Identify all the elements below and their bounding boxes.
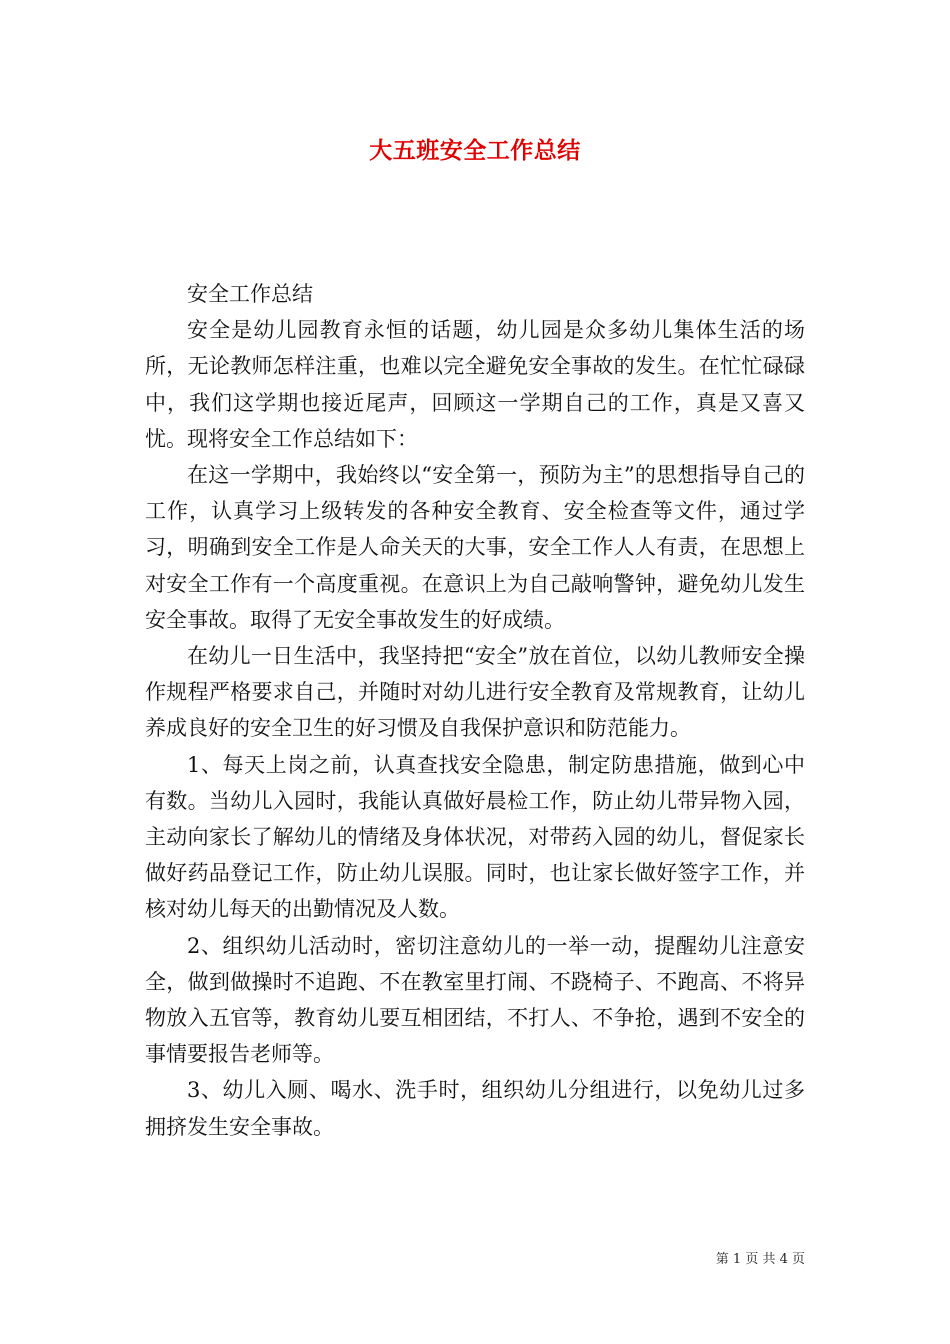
page-number: 第 1 页 共 4 页 xyxy=(715,1252,805,1267)
document-title: 大五班安全工作总结 xyxy=(369,137,581,164)
paragraph: 在这一学期中，我始终以“安全第一，预防为主”的思想指导自己的工作，认真学习上级转发的各种安全教育、安全检查等文件，通过学习，明确到安全工作是人命关天的大事，安全工作人人有责，在思想上对安全工作有一个高度重视。在意识上为自己敲响警钟，避免幼儿发生安全事故。取得了无安全事故发生的好成绩。 xyxy=(145,463,805,632)
document-body xyxy=(145,276,805,1145)
paragraph: 在幼儿一日生活中，我坚持把“安全”放在首位，以幼儿教师安全操作规程严格要求自己，并随时对幼儿进行安全教育及常规教育，让幼儿养成良好的安全卫生的好习惯及自我保护意识和防范能力。 xyxy=(145,644,805,741)
paragraph: 2、组织幼儿活动时，密切注意幼儿的一举一动，提醒幼儿注意安全，做到做操时不追跑、不在教室里打闹、不跷椅子、不跑高、不将异物放入五官等，教育幼儿要互相团结，不打人、不争抢，遇到不安全的事情要报告老师等。 xyxy=(145,933,805,1067)
paragraph-heading: 安全工作总结 xyxy=(187,282,313,306)
paragraph: 1、每天上岗之前，认真查找安全隐患，制定防患措施，做到心中有数。当幼儿入园时，我能认真做好晨检工作，防止幼儿带异物入园，主动向家长了解幼儿的情绪及身体状况，对带药入园的幼儿，督促家长做好药品登记工作，防止幼儿误服。同时，也让家长做好签字工作，并核对幼儿每天的出勤情况及人数。 xyxy=(145,752,805,922)
paragraph: 安全是幼儿园教育永恒的话题，幼儿园是众多幼儿集体生活的场所，无论教师怎样注重，也难以完全避免安全事故的发生。在忙忙碌碌中，我们这学期也接近尾声，回顾这一学期自己的工作，真是又喜又忧。现将安全工作总结如下： xyxy=(145,318,805,451)
paragraph: 3、幼儿入厕、喝水、洗手时，组织幼儿分组进行，以免幼儿过多拥挤发生安全事故。 xyxy=(145,1078,805,1139)
